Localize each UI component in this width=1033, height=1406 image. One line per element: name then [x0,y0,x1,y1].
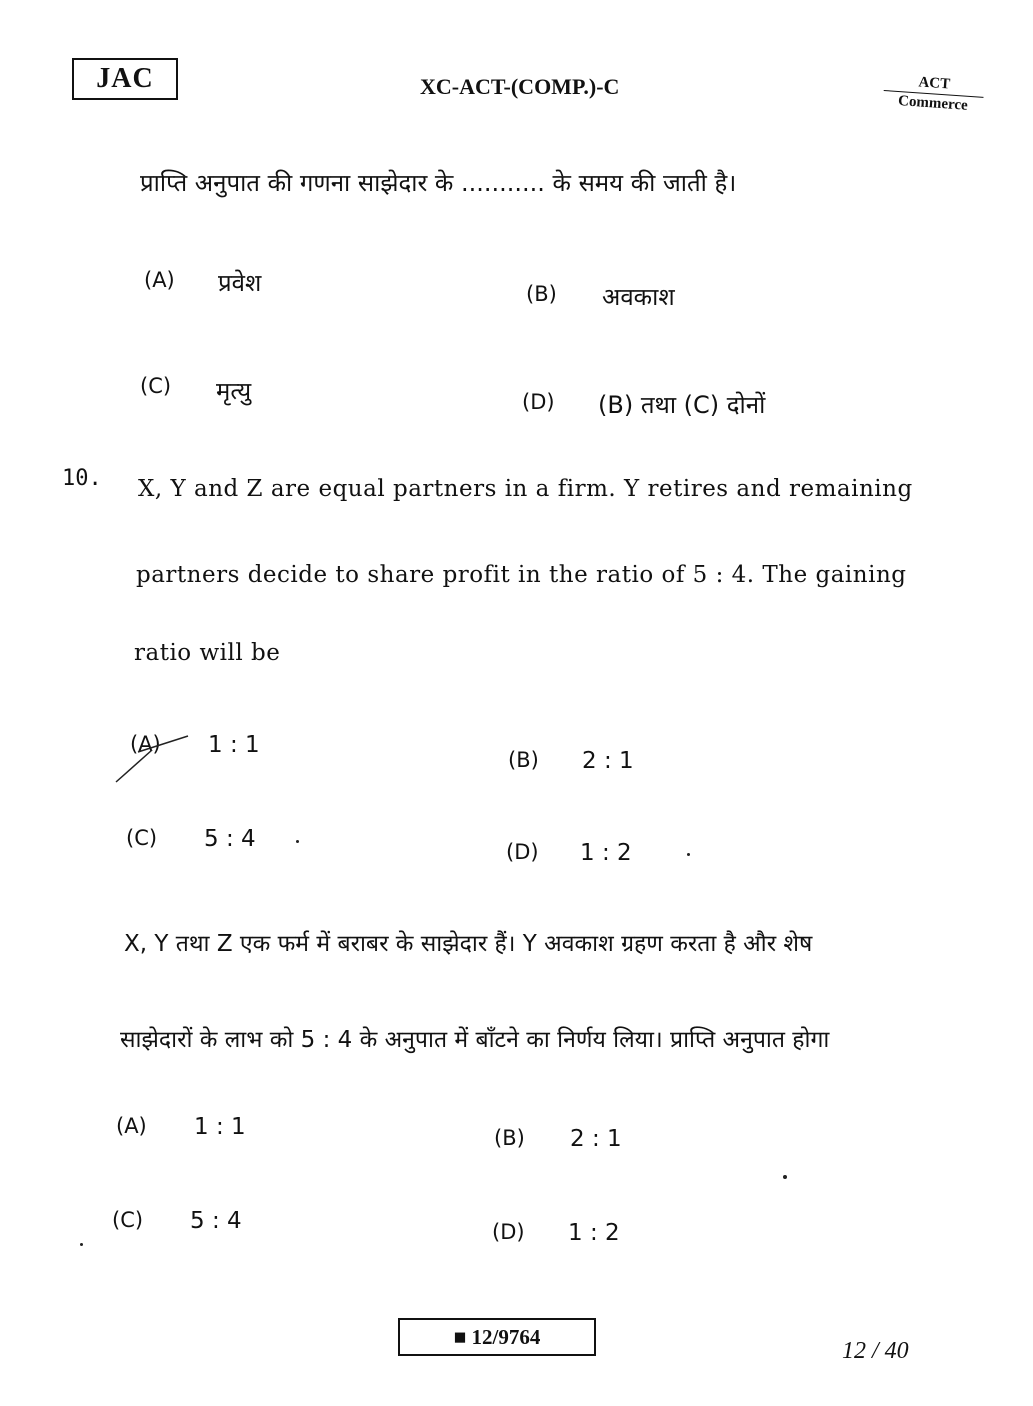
board-logo-box: JAC [72,58,178,100]
q9-option-b-text: अवकाश [602,283,675,311]
q10-en-option-d-text: 1 : 2 [580,840,632,866]
footer-code-box: ■ 12/9764 [398,1318,596,1356]
scan-dot [687,853,690,856]
q10-hi-option-b-label: (B) [494,1126,525,1150]
q10-english-line-3: ratio will be [134,640,281,666]
q10-en-option-c-text: 5 : 4 [204,826,256,852]
q10-number: 10. [62,466,102,491]
q9-option-d-text: (B) तथा (C) दोनों [598,391,766,419]
q9-option-a-label: (A) [144,268,175,292]
q10-english-line-2: partners decide to share profit in the ratio of 5 : 4. The gaining [136,562,907,588]
q10-hi-option-c-label: (C) [112,1208,144,1232]
subject-top: ACT [917,74,951,93]
q10-hi-option-a-text: 1 : 1 [194,1114,246,1140]
q10-hi-option-c-text: 5 : 4 [190,1208,242,1234]
q10-english-line-1: X, Y and Z are equal partners in a firm. Y retires and remaining [138,476,913,502]
q10-en-option-d-label: (D) [506,840,539,864]
q10-hi-option-a-label: (A) [116,1114,147,1138]
q10-en-option-a-text: 1 : 1 [208,732,260,758]
q10-hi-option-b-text: 2 : 1 [570,1126,622,1152]
q10-en-option-b-label: (B) [508,748,539,772]
scan-dot [783,1175,787,1179]
q10-hi-option-d-label: (D) [492,1220,525,1244]
scan-dot [80,1243,83,1246]
q9-option-a-text: प्रवेश [218,269,262,297]
q10-en-option-b-text: 2 : 1 [582,748,634,774]
q10-hindi-line-2: साझेदारों के लाभ को 5 : 4 के अनुपात में बाँटने का निर्णय लिया। प्राप्ति अनुपात होगा [120,1027,830,1053]
page-number: 12 / 40 [842,1338,909,1364]
subject-stamp [882,72,984,116]
subject-bottom: Commerce [897,93,969,114]
q9-option-c-text: मृत्यु [216,377,252,405]
q9-option-c-label: (C) [140,374,172,398]
q9-hindi-question: प्राप्ति अनुपात की गणना साझेदार के ........... के समय की जाती है। [140,169,737,197]
tick-mark-icon [114,734,194,784]
scan-dot [296,840,299,843]
q10-hindi-line-1: X, Y तथा Z एक फर्म में बराबर के साझेदार हैं। Y अवकाश ग्रहण करता है और शेष [124,931,813,957]
q9-option-d-label: (D) [522,390,555,414]
q10-hi-option-d-text: 1 : 2 [568,1220,620,1246]
paper-code: XC-ACT-(COMP.)-C [420,74,620,99]
q10-en-option-a-label: (A) [130,732,161,756]
q9-option-b-label: (B) [526,282,557,306]
q10-en-option-c-label: (C) [126,826,158,850]
